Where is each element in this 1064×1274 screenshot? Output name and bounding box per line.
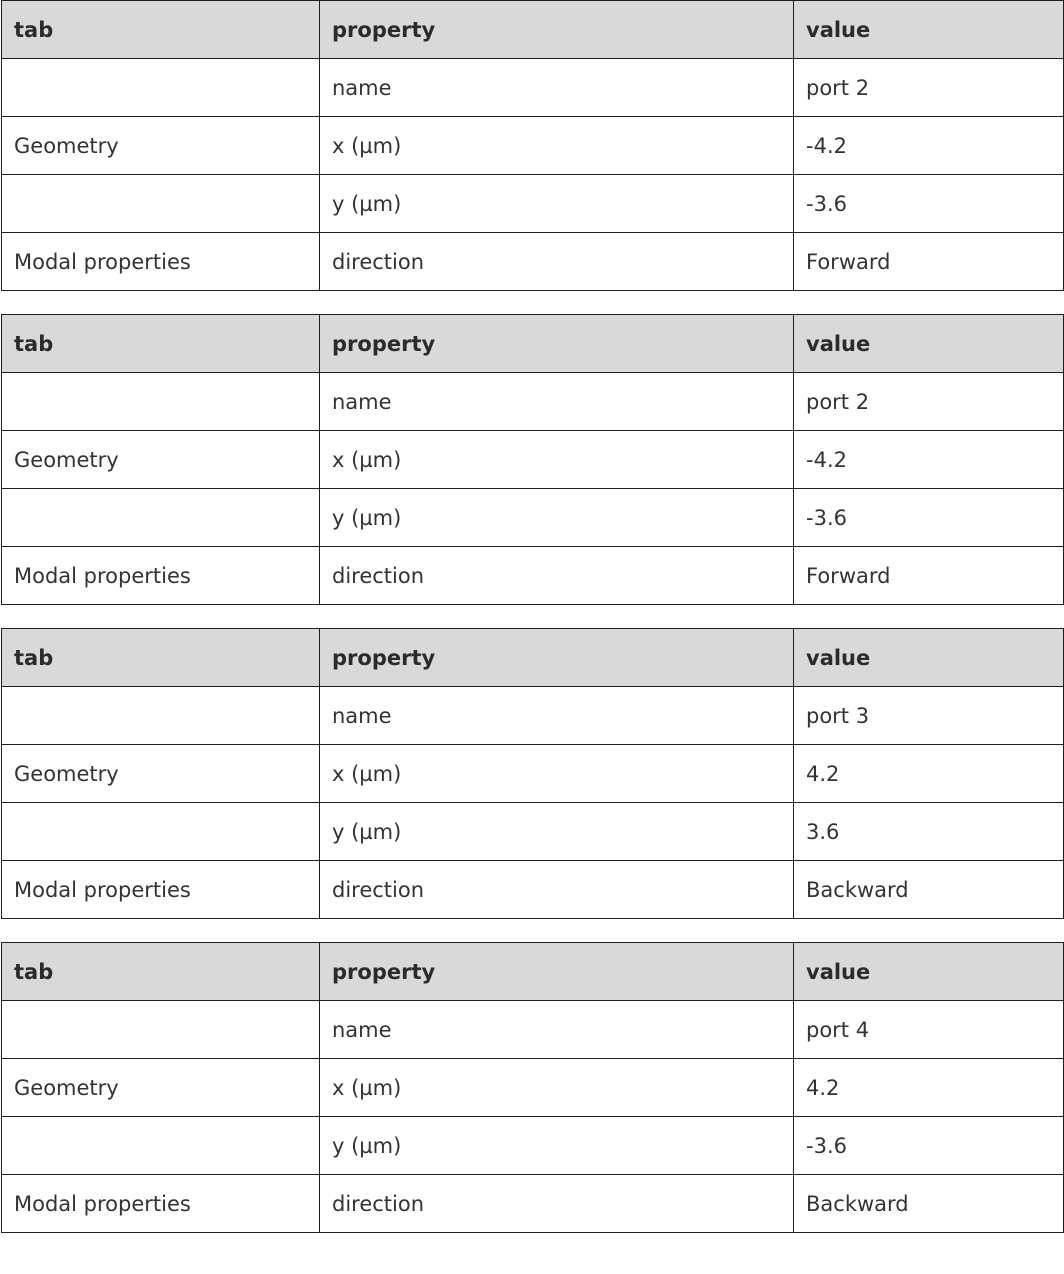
table-row bbox=[2, 1001, 1064, 1059]
cell-value: -3.6 bbox=[794, 1117, 1064, 1175]
cell-value: -3.6 bbox=[794, 175, 1064, 233]
cell-tab: Geometry bbox=[2, 431, 320, 489]
cell-property: y (µm) bbox=[320, 489, 794, 547]
table-row bbox=[2, 175, 1064, 233]
header-value: value bbox=[794, 315, 1064, 373]
table-row bbox=[2, 489, 1064, 547]
cell-property: name bbox=[320, 1001, 794, 1059]
cell-tab bbox=[2, 687, 320, 745]
header-property: property bbox=[320, 315, 794, 373]
header-property: property bbox=[320, 943, 794, 1001]
table-header-row bbox=[2, 315, 1064, 373]
table-row bbox=[2, 861, 1064, 919]
header-tab: tab bbox=[2, 943, 320, 1001]
cell-value: port 3 bbox=[794, 687, 1064, 745]
header-value: value bbox=[794, 943, 1064, 1001]
cell-value: 4.2 bbox=[794, 1059, 1064, 1117]
cell-tab bbox=[2, 175, 320, 233]
cell-value: -4.2 bbox=[794, 117, 1064, 175]
table-row bbox=[2, 431, 1064, 489]
header-tab: tab bbox=[2, 1, 320, 59]
header-tab: tab bbox=[2, 629, 320, 687]
cell-value: 3.6 bbox=[794, 803, 1064, 861]
cell-property: name bbox=[320, 59, 794, 117]
cell-property: y (µm) bbox=[320, 1117, 794, 1175]
cell-tab bbox=[2, 59, 320, 117]
header-tab: tab bbox=[2, 315, 320, 373]
table-row bbox=[2, 373, 1064, 431]
cell-tab bbox=[2, 373, 320, 431]
cell-property: direction bbox=[320, 861, 794, 919]
cell-property: direction bbox=[320, 233, 794, 291]
cell-property: x (µm) bbox=[320, 117, 794, 175]
port-properties-table-2 bbox=[1, 314, 1064, 605]
cell-value: Backward bbox=[794, 1175, 1064, 1233]
cell-tab: Geometry bbox=[2, 745, 320, 803]
cell-value: port 2 bbox=[794, 373, 1064, 431]
cell-property: x (µm) bbox=[320, 431, 794, 489]
table-row bbox=[2, 117, 1064, 175]
cell-property: y (µm) bbox=[320, 175, 794, 233]
table-row bbox=[2, 233, 1064, 291]
cell-value: Forward bbox=[794, 547, 1064, 605]
cell-value: Forward bbox=[794, 233, 1064, 291]
cell-property: name bbox=[320, 373, 794, 431]
header-property: property bbox=[320, 1, 794, 59]
header-property: property bbox=[320, 629, 794, 687]
table-row bbox=[2, 687, 1064, 745]
cell-property: direction bbox=[320, 1175, 794, 1233]
header-value: value bbox=[794, 629, 1064, 687]
port-properties-table-3 bbox=[1, 628, 1064, 919]
cell-value: 4.2 bbox=[794, 745, 1064, 803]
port-properties-table-4 bbox=[1, 942, 1064, 1233]
cell-tab bbox=[2, 803, 320, 861]
cell-tab bbox=[2, 1001, 320, 1059]
cell-tab bbox=[2, 489, 320, 547]
cell-value: port 4 bbox=[794, 1001, 1064, 1059]
table-header-row bbox=[2, 629, 1064, 687]
cell-property: name bbox=[320, 687, 794, 745]
cell-value: port 2 bbox=[794, 59, 1064, 117]
table-row bbox=[2, 1117, 1064, 1175]
cell-tab: Geometry bbox=[2, 1059, 320, 1117]
port-properties-table-1 bbox=[1, 0, 1064, 291]
cell-tab bbox=[2, 1117, 320, 1175]
table-row bbox=[2, 745, 1064, 803]
cell-property: x (µm) bbox=[320, 745, 794, 803]
table-row bbox=[2, 59, 1064, 117]
cell-property: direction bbox=[320, 547, 794, 605]
table-header-row bbox=[2, 1, 1064, 59]
cell-value: -4.2 bbox=[794, 431, 1064, 489]
table-row bbox=[2, 547, 1064, 605]
header-value: value bbox=[794, 1, 1064, 59]
cell-tab: Modal properties bbox=[2, 1175, 320, 1233]
table-header-row bbox=[2, 943, 1064, 1001]
cell-tab: Modal properties bbox=[2, 547, 320, 605]
cell-property: x (µm) bbox=[320, 1059, 794, 1117]
table-row bbox=[2, 803, 1064, 861]
table-row bbox=[2, 1175, 1064, 1233]
cell-tab: Geometry bbox=[2, 117, 320, 175]
cell-value: Backward bbox=[794, 861, 1064, 919]
table-row bbox=[2, 1059, 1064, 1117]
cell-tab: Modal properties bbox=[2, 861, 320, 919]
cell-tab: Modal properties bbox=[2, 233, 320, 291]
cell-property: y (µm) bbox=[320, 803, 794, 861]
cell-value: -3.6 bbox=[794, 489, 1064, 547]
